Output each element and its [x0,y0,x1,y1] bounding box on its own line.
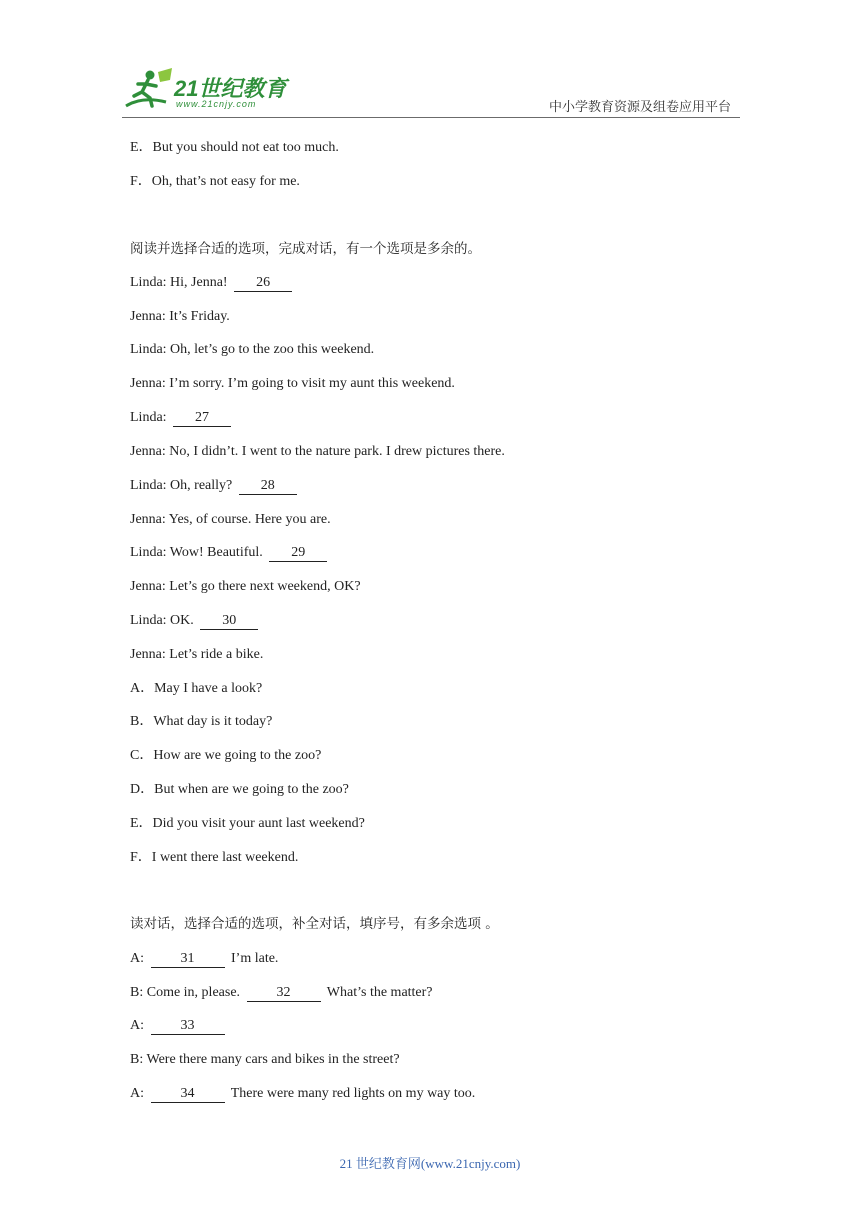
option-line: E．Did you visit your aunt last weekend? [130,816,365,831]
answer-blank[interactable]: 32 [247,985,321,1002]
dialogue-text: A: [130,951,148,966]
dialogue-line: Jenna: It’s Friday. [130,309,230,324]
dialogue-line [130,949,278,969]
section-instruction: 读对话，选择合适的选项，补全对话，填序号，有多余选项 。 [130,916,499,932]
site-logo[interactable] [122,66,292,116]
option-line: E．But you should not eat too much. [130,140,339,155]
dialogue-text: Linda: OK. [130,613,198,628]
logo-text: 21世纪教育 [174,76,287,101]
option-line: F．I went there last weekend. [130,850,299,865]
dialogue-line: Jenna: No, I didn’t. I went to the nature park. I drew pictures there. [130,444,505,459]
dialogue-line: Linda: Oh, let’s go to the zoo this weekend. [130,342,375,357]
logo-url: www.21cnjy.com [176,99,257,109]
answer-blank[interactable]: 33 [151,1018,225,1035]
answer-blank[interactable]: 28 [239,478,297,495]
answer-blank[interactable]: 27 [173,410,231,427]
dialogue-line: Jenna: Yes, of course. Here you are. [130,512,331,527]
answer-blank[interactable]: 31 [151,951,225,968]
dialogue-text: B: Come in, please. [130,985,244,1000]
header-slogan: 中小学教育资源及组卷应用平台 [549,100,732,115]
dialogue-text: A: [130,1086,148,1101]
page-header [0,0,860,130]
answer-blank[interactable]: 29 [269,545,327,562]
dialogue-line [130,408,234,428]
running-man-logo-icon [122,66,174,112]
dialogue-line [130,611,261,631]
dialogue-line [130,476,300,496]
dialogue-line [130,273,295,293]
option-line: F．Oh, that’s not easy for me. [130,174,300,189]
answer-blank[interactable]: 26 [234,275,292,292]
section-instruction: 阅读并选择合适的选项，完成对话，有一个选项是多余的。 [130,241,481,257]
page-footer[interactable]: 21 世纪教育网(www.21cnjy.com) [339,1156,521,1171]
option-line: B．What day is it today? [130,714,273,729]
dialogue-text: Linda: Oh, really? [130,478,236,493]
answer-blank[interactable]: 30 [200,613,258,630]
dialogue-text: Linda: Hi, Jenna! [130,275,232,290]
dialogue-line: B: Were there many cars and bikes in the street? [130,1052,400,1067]
dialogue-text: A: [130,1018,148,1033]
dialogue-line: Jenna: Let’s ride a bike. [130,647,264,662]
dialogue-text: There were many red lights on my way too. [227,1086,476,1101]
dialogue-text: Linda: Wow! Beautiful. [130,545,267,560]
dialogue-line [130,543,330,563]
dialogue-text: I’m late. [227,951,279,966]
dialogue-line [130,1084,475,1104]
option-line: C．How are we going to the zoo? [130,748,322,763]
dialogue-line [130,983,433,1003]
dialogue-line: Jenna: Let’s go there next weekend, OK? [130,579,361,594]
answer-blank[interactable]: 34 [151,1086,225,1103]
option-line: D．But when are we going to the zoo? [130,782,349,797]
dialogue-text: What’s the matter? [323,985,433,1000]
header-divider [122,117,740,118]
option-line: A．May I have a look? [130,681,263,696]
dialogue-line [130,1016,228,1036]
dialogue-line: Jenna: I’m sorry. I’m going to visit my aunt this weekend. [130,376,455,391]
dialogue-text: Linda: [130,410,171,425]
